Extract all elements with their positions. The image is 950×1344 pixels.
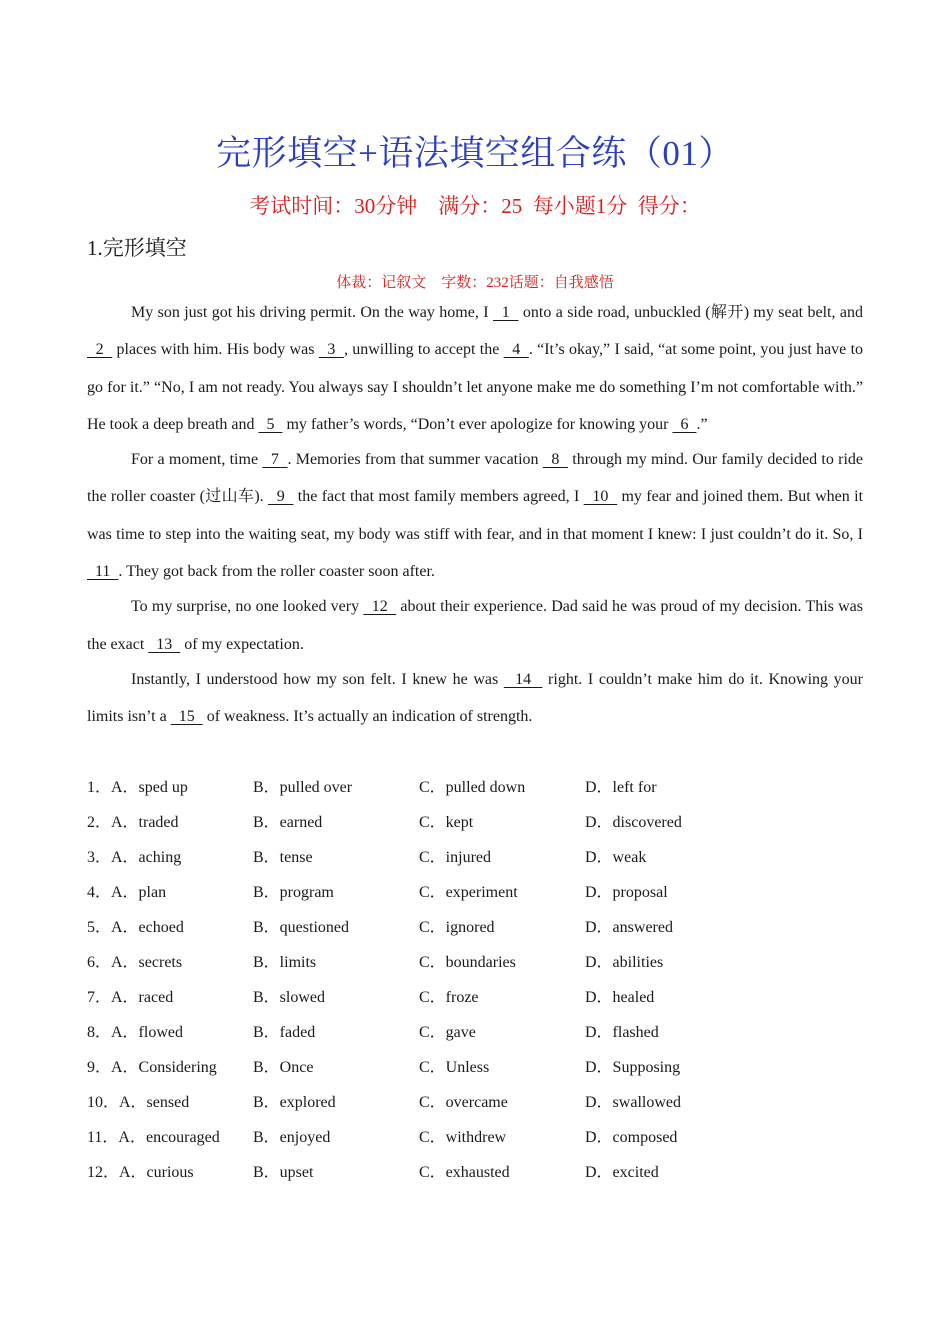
option-choice: 11．A．encouraged	[87, 1129, 220, 1146]
option-choice: 7．A．raced	[87, 989, 174, 1006]
question-options-row	[87, 916, 887, 951]
option-choice: D．left for	[585, 779, 657, 796]
answer-blank: 10	[583, 488, 618, 506]
passage-text: places with him. His body was	[112, 341, 319, 359]
answer-blank: 7	[262, 451, 288, 469]
passage-text: .”	[696, 415, 708, 433]
passage-meta: 体裁：记叙文 字数：232话题：自我感悟	[336, 275, 614, 291]
question-options-row	[87, 1091, 887, 1126]
option-choice: 10．A．sensed	[87, 1094, 190, 1111]
option-choice: C．boundaries	[419, 954, 516, 971]
option-choice: B．Once	[253, 1059, 314, 1076]
option-choice: D．swallowed	[585, 1094, 681, 1111]
passage-text: of my expectation.	[180, 635, 304, 653]
option-choice: C．froze	[419, 989, 479, 1006]
option-choice: B．pulled over	[253, 779, 353, 796]
passage-text: , unwilling to accept the	[343, 341, 504, 359]
option-choice: D．Supposing	[585, 1059, 681, 1076]
answer-blank: 1	[492, 304, 519, 321]
option-choice: D．proposal	[585, 884, 668, 901]
option-choice: 3．A．aching	[87, 849, 182, 866]
answer-blank: 12	[363, 598, 397, 616]
passage-text: . They got back from the roller coaster soon after.	[118, 563, 435, 581]
option-choice: C．overcame	[419, 1094, 508, 1111]
passage-text: the fact that most family members agreed, I	[293, 488, 584, 506]
answer-blank: 3	[318, 341, 344, 359]
option-choice: D．healed	[585, 989, 655, 1006]
option-choice: C．Unless	[419, 1059, 490, 1076]
option-choice: D．excited	[585, 1164, 659, 1181]
passage-text: Instantly, I understood how my son felt. I knew he was	[131, 670, 504, 688]
option-choice: D．flashed	[585, 1024, 659, 1041]
answer-blank: 4	[503, 341, 529, 359]
passage-paragraph	[87, 661, 863, 736]
option-choice: D．weak	[585, 849, 647, 866]
question-options-row	[87, 881, 887, 916]
answer-blank: 11	[87, 563, 119, 581]
answer-blank: 13	[148, 635, 181, 653]
option-choice: C．experiment	[419, 884, 518, 901]
option-choice: 9．A．Considering	[87, 1059, 217, 1076]
option-choice: 8．A．flowed	[87, 1024, 183, 1041]
option-choice: C．pulled down	[419, 779, 526, 796]
passage-text: . “It’s okay,” I said, “at some point, you just have to go for it.” “No, I am not ready. You always say I shouldn’t let anyone make me do something I’m not comfortable with.” He took a deep breath and	[87, 341, 864, 433]
passage-text: For a moment, time	[131, 451, 263, 469]
passage-text: my father’s words, “Don’t ever apologize for knowing your	[282, 415, 673, 433]
option-choice: B．slowed	[253, 989, 326, 1006]
question-options-row	[87, 1161, 887, 1196]
passage-text: onto a side road, unbuckled (解开) my seat belt, and	[518, 304, 863, 321]
option-choice: C．gave	[419, 1024, 476, 1041]
page-title: 完形填空+语法填空组合练（01）	[216, 134, 734, 173]
passage-text: right. I couldn’t make him do it. Knowing your limits isn’t a	[87, 670, 864, 726]
passage-paragraph	[87, 588, 863, 663]
question-options-row	[87, 1126, 887, 1161]
option-choice: 12．A．curious	[87, 1164, 194, 1181]
answer-blank: 9	[268, 488, 294, 506]
answer-blank: 2	[87, 341, 113, 359]
question-options-row	[87, 846, 887, 881]
answer-options	[87, 776, 887, 1196]
option-choice: 1．A．sped up	[87, 779, 188, 796]
option-choice: 5．A．echoed	[87, 919, 184, 936]
passage-paragraph	[87, 441, 863, 590]
question-options-row	[87, 1056, 887, 1091]
option-choice: 4．A．plan	[87, 884, 167, 901]
passage-text: My son just got his driving permit. On the way home, I	[131, 304, 493, 321]
option-choice: 6．A．secrets	[87, 954, 183, 971]
answer-blank: 5	[258, 415, 283, 433]
passage-text: of weakness. It’s actually an indication of strength.	[202, 708, 533, 726]
option-choice: D．discovered	[585, 814, 682, 831]
question-options-row	[87, 986, 887, 1021]
answer-blank: 14	[503, 670, 543, 688]
option-choice: B．tense	[253, 849, 313, 866]
passage-text: To my surprise, no one looked very	[131, 598, 364, 616]
section-heading: 1.完形填空	[87, 236, 187, 260]
option-choice: C．ignored	[419, 919, 495, 936]
answer-blank: 6	[672, 415, 697, 433]
option-choice: C．kept	[419, 814, 474, 831]
option-choice: B．limits	[253, 954, 317, 971]
passage-paragraph	[87, 294, 863, 443]
option-choice: 2．A．traded	[87, 814, 179, 831]
option-choice: B．earned	[253, 814, 323, 831]
option-choice: B．explored	[253, 1094, 336, 1111]
passage-text: about their experience. Dad said he was proud of my decision. This was the exact	[87, 598, 864, 653]
option-choice: D．composed	[585, 1129, 678, 1146]
option-choice: C．injured	[419, 849, 491, 866]
question-options-row	[87, 811, 887, 846]
option-choice: D．abilities	[585, 954, 664, 971]
answer-blank: 15	[170, 708, 203, 726]
option-choice: B．upset	[253, 1164, 314, 1181]
option-choice: C．withdrew	[419, 1129, 507, 1146]
passage-text: my fear and joined them. But when it was time to step into the waiting seat, my body was stiff with fear, and in that moment I knew: I just couldn’t do it. So, I	[87, 488, 864, 543]
passage-text: . Memories from that summer vacation	[287, 451, 543, 469]
question-options-row	[87, 951, 887, 986]
option-choice: D．answered	[585, 919, 673, 936]
answer-blank: 8	[542, 451, 568, 469]
option-choice: B．enjoyed	[253, 1129, 331, 1146]
option-choice: B．faded	[253, 1024, 316, 1041]
option-choice: B．questioned	[253, 919, 349, 936]
question-options-row	[87, 1021, 887, 1056]
cloze-passage	[87, 294, 863, 734]
option-choice: B．program	[253, 884, 334, 901]
question-options-row	[87, 776, 887, 811]
exam-info: 考试时间：30分钟 满分：25 每小题1分 得分：	[249, 194, 701, 218]
passage-text: through my mind. Our family decided to ride the roller coaster (过山车).	[87, 451, 864, 506]
option-choice: C．exhausted	[419, 1164, 510, 1181]
